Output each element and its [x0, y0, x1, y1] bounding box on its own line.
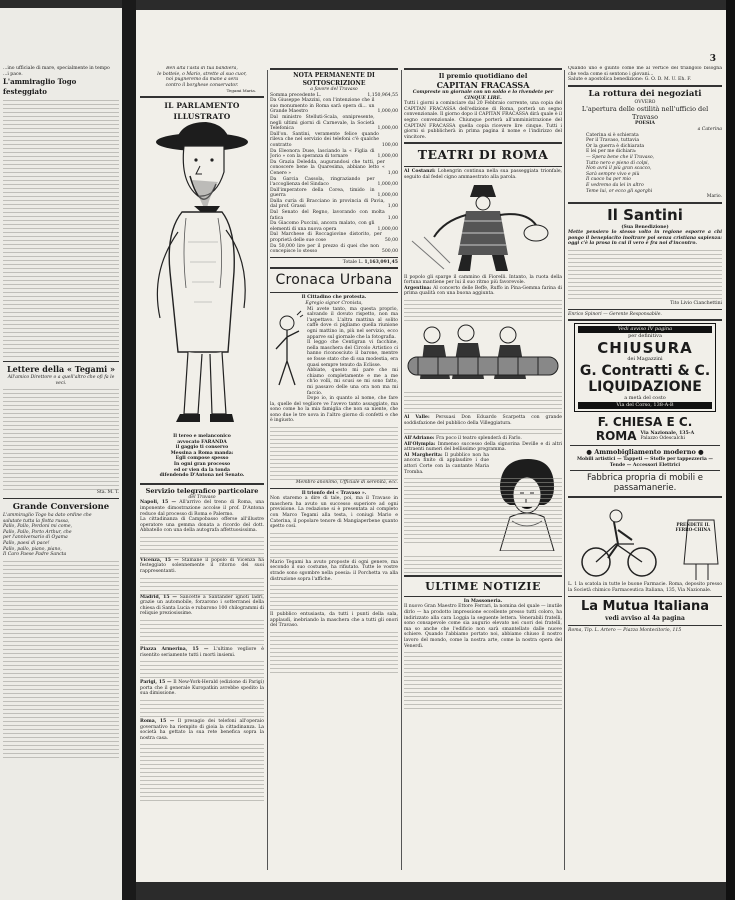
poem-line-4: contro il borghese conservator.: [165, 82, 239, 88]
fracassa-body: Tutti i giorni a cominciare dal 20 Febbraio corrente, una copia del CAPITAN FRACASSA dell'edizione di Roma, porterà un segno convenzionale. Il giorno dopo il CAPITAN FRACASSA dirà quale è il segno convenzionale. Chiunque porterà all'amministrazione del CAPITAN FRACASSA quella copia ricevere lire cinque. Tutti i giorni si pubblicherà in prima pagina il nome e l'indirizzo del vincitore.: [404, 101, 562, 140]
ad-chiesa-line2: Mobili artistici — Tappeti — Stoffe per tappezzeria — Tende — Accessori Elettrici: [576, 457, 714, 468]
column-1: [140, 66, 264, 876]
rottura-poem-line: E lei per me dichiara:: [586, 149, 637, 155]
caption-line-4: Messina a Roma manda:: [170, 450, 234, 456]
column-3: [404, 66, 562, 876]
text-lines: [140, 534, 264, 558]
text-lines: [140, 575, 264, 595]
sottoscrizione-text: Dal ministro Stelluti-Scala, onnipresente, negli ultimi giorni di Carnevale, la Società Telefonica: [270, 114, 375, 132]
sottoscrizione-heading: NOTA PERMANENTE DI SOTTOSCRIZIONE: [293, 72, 375, 87]
togo-heading: L'ammiraglio Togo festeggiato: [3, 77, 77, 97]
caption-line-1: Il tereo e melanconico: [173, 433, 231, 439]
cronaca-para: Dopo io, in quanto al nome, che fare la, quelle del vegliore ve l'avevo tanto assaggiato, ma sono come ho la mia famiglia che non sa niente, che sono due le tre uova in l'altro giorno di confetti e che è ingiusto.: [270, 396, 398, 424]
lettere-sub: All'amico Direttore o a quell'altro che ofi fa le veci.: [7, 375, 115, 386]
conv-line-7: Pallo, pallo, piano, piano,: [3, 546, 62, 552]
sottoscrizione-amount: 1,00: [387, 204, 398, 210]
poesia-label: POESIA: [635, 121, 655, 127]
caption-line-2: avvocato FARANDA: [177, 439, 227, 445]
sottoscrizione-text: Da Garcia Cassola, ringraziando per l'accoglienza del Sindaco: [270, 176, 375, 188]
text-lines: [140, 658, 264, 680]
sottoscrizione-amount: 1,000,00: [377, 193, 398, 199]
text-lines: [140, 741, 264, 801]
text-lines: [270, 530, 398, 560]
cronaca-signature: Membro anonimo, Ufficiale di serenità, ecc.: [295, 480, 398, 486]
ad-address: Via del Corso, 138-A-B: [578, 402, 712, 409]
sottoscrizione-row: [270, 149, 398, 160]
sottoscrizione-text: Dall'on. Santini, veramente felice quando rileva che nel servizio dei telefoni c'è qualche contratto: [270, 131, 379, 148]
text-lines: [404, 649, 562, 709]
ultime-notizie-body: Il nuovo Gran Maestro Ettore Ferrari, la nomina del quale — inutile dirlo — ha prodotto impressione eccellente presso tutti coloro, ha indirizzato alla cara Loggia la seguente lettera. Venerabili fratelli, sono consapevole come sia augurio elevato nei cuori dei fratelli, ma so anche che l'edificio non sarà smantellato dalle nuove schiere. Quando l'abbiamo portato noi, abbiamo chiuso il nostro lavoro del mondo, come la nostra arte, come la nostra opera del Venerdì.: [404, 604, 562, 649]
ad-chiesa-line3: Fabbrica propria di mobili e passamanerie.: [587, 473, 703, 494]
rottura-sub: L'apertura delle ostilità nell'ufficio del Travaso: [581, 105, 709, 122]
figure-illustration: [270, 309, 304, 395]
sottoscrizione-amount: 1,150,964,55: [367, 92, 398, 98]
cronaca-para: Il pubblico entusiasta, da tutti i punti della sala, applaudì, inebriando la maschera che a tutti gli onori del Travaso.: [270, 612, 398, 629]
sottoscrizione-amount: 1,00: [387, 170, 398, 176]
teatro-text: Lohengrin continua nella sua passeggiata trionfale, seguito dal fedel cigno ammaestrato alla parola.: [404, 169, 562, 180]
conv-line-1: L'ammiraglio Togo ha dato ordine che: [3, 512, 92, 518]
rottura-poem-line: Sarà sempre vivo e più: [586, 171, 640, 177]
ferro-china-text: L. 1 la scatola in tutte le buone Farmacie. Roma, deposito presso la Società chimico Farmaceutica Italiana, 135, Via Nazionale.: [568, 582, 722, 594]
servizio-items: [140, 500, 264, 801]
sottoscrizione-text: Da Giacomo Puccini, ancora malato, con gli elementi di una nuova opera: [270, 221, 375, 232]
teatri-heading: TEATRI DI ROMA: [417, 147, 549, 163]
cronaca-para: Mi avete tanto, ma questa proprio, salvando il dovuto rispetto, non ma l'aspettavo. L'altra mattina al solito caffè dove ci pigliamo quella riunione ogni mattino in, più nel servizio, ecco apparve sul giornale che la fotografia.: [307, 306, 398, 340]
rottura-poem-line: Il cuoco ha per mio: [586, 177, 631, 183]
sottoscrizione-row: [270, 160, 398, 177]
conversione-heading: Grande Conversione: [12, 501, 110, 512]
teatro-name: Al Costanzi:: [404, 169, 436, 175]
text-lines: [270, 582, 398, 612]
column-4: [568, 66, 722, 876]
cronaca-sub1-it: Egregio signor Cronista,: [305, 301, 363, 306]
rottura-heading: La rottura dei negoziati: [588, 88, 702, 99]
teatro-text: Persuasi Don Eduardo Scarpetta con grande soddisfazione del pubblico della Villeggiatura.: [404, 414, 562, 426]
servizio-place: Napoli, 15 —: [140, 500, 177, 506]
sottoscrizione-amount: 50,00: [384, 238, 398, 244]
servizio-place: Vicenza, 15 —: [140, 557, 179, 563]
ferro-china-advertisement: [568, 500, 722, 582]
servizio-text: All'arrivo del treno di Roma, una imponente dimostrazione accolse il prof. D'Antona reduce dal processo di Roma e Palermo.: [140, 500, 264, 517]
togo-article-text: [3, 97, 119, 359]
teatro-text: Il pubblico non ha ancora finito di applaudire i due attori Corte con la cantante Maria Tromba.: [404, 452, 489, 475]
rottura-poem-line: Per il Travaso, tuttavia: [586, 138, 640, 144]
ad-line: a metà del costo: [624, 395, 666, 402]
sottoscrizione-row: [270, 132, 398, 149]
poem-line-2: le botteie, o Mario, strette al suo cuor,: [157, 71, 247, 77]
teatro-text: Al concerto delle Beffe, Ruffo in Pina-Gemma farina di prima qualità con una buona aggiunta.: [404, 285, 562, 297]
servizio-text: Stamane il popolo di Vicenza ha festeggiato solennemente il ritorno dei suoi rappresentanti.: [140, 557, 264, 575]
ferro-china-sign: PRENDETE IL FERRO-CHINA: [675, 522, 711, 533]
cronaca-heading: Cronaca Urbana: [275, 272, 393, 289]
total-amount: 1,163,091,45: [364, 259, 398, 265]
sottoscrizione-row: [270, 210, 398, 221]
poem-line-3: noi pugneremo da mane a sera: [165, 77, 239, 83]
sottoscrizione-row: [270, 244, 398, 255]
cronaca-para: Mario Tegami ha avuto proposte di ogni genere, ma secondo il suo costume, ha rifiutato. Tutte le vostre strade sono sgombre nella poesia: il Porchetta va alla distruzione sopra l'affiche.: [270, 559, 398, 582]
fracassa-heading-2: CAPITAN FRACASSA: [436, 80, 530, 90]
column-rule-1: [267, 70, 268, 870]
chiusura-advertisement: [574, 323, 716, 412]
caricature-illustration: [140, 122, 264, 434]
servizio-sub: del Travaso: [188, 494, 216, 500]
top-bullet: Quando uno è giunto come me al vertice del triangolo bisogna che veda come si sentono i giovani...: [568, 66, 722, 77]
sottoscrizione-amount: 100,00: [381, 142, 398, 148]
text-lines: [404, 553, 562, 573]
conv-line-3: Pallo, Pallo, Perdoni mi come,: [3, 524, 73, 530]
sottoscrizione-list: [270, 93, 398, 255]
conv-line-8: Il Caro Paese Padre Sancta: [3, 552, 67, 558]
sottoscrizione-row: [270, 115, 398, 132]
cronaca-para: Abbiate, questo mi pare che mi chiamo completamente e me a me ch'io volli, mi scusi se mi sono fatto, mi passavo delle una ora non ma mi faccio.: [307, 368, 398, 396]
servizio-place: Parigi, 15 —: [140, 680, 172, 686]
servizio-text: Il presagio dei telefoni all'operaio governativo ha riempito di gioia la cittadinanza. La società ha gettato la sua rete benefica sopra la nostra casa.: [140, 719, 264, 741]
text-lines: [270, 424, 398, 480]
lettere-heading: Lettere della « Tegami »: [7, 364, 115, 375]
rottura-poem-line: Caterina si è schierata: [586, 132, 639, 138]
sottoscrizione-text: Somma precedente L.: [270, 92, 322, 98]
teatro-text: Il popolo gli sparge il cammino di Fiorelli. Intanto, la ruota della fortuna mantiene per lui il suo ritmo più favorevole.: [404, 274, 562, 286]
cyclist-illustration: [568, 500, 722, 582]
top-bullet: Salute e apostolica benedizione: G. O. D. M. U. Eh. F.: [568, 77, 692, 83]
left-line-1: ...ino ufficiale di mare, specialmente in tempo: [3, 66, 110, 71]
ad-liquidazione: LIQUIDAZIONE: [588, 379, 702, 396]
sottoscrizione-amount: 1,000,00: [377, 109, 398, 115]
sottoscrizione-sub: a favore del Travaso: [310, 87, 358, 92]
teatri-illustration: [404, 181, 562, 275]
text-lines: [270, 629, 398, 673]
sottoscrizione-row: [270, 177, 398, 188]
parlamento-heading: IL PARLAMENTO ILLUSTRATO: [164, 100, 240, 121]
sottoscrizione-amount: 1,00: [387, 215, 398, 221]
musicians-illustration: [404, 323, 562, 389]
rottura-poem-line: E vedremo da lei in altro: [586, 182, 644, 188]
column-rule-2: [401, 70, 402, 870]
ad-chiesa-line1: Ammobigliamento moderno: [594, 448, 696, 457]
rottura-poem-line: Or la guerra è dichiarata: [586, 143, 645, 149]
teatro-name: All'Olympia:: [404, 441, 436, 447]
teatro-name: Al Margherita:: [404, 452, 443, 458]
lettere-article-text: [3, 386, 119, 490]
sottoscrizione-amount: 1,000,00: [377, 126, 398, 132]
ad-chiesa-address: Via Nazionale, 135-A: [640, 430, 695, 436]
sottoscrizione-text: Dall'imperatore della Corea, timido in guerra: [270, 187, 375, 199]
sottoscrizione-text: Dal Senato del Regno, lavorando con molta fatica: [270, 210, 385, 221]
servizio-text: La cittadinanza di Campobasso offerse all'illustre operatore una gemma donata a ricordo del dott. Abbatello con una della autografa affettuosissima.: [140, 517, 264, 534]
ad-line: per definitiva: [628, 333, 662, 340]
caption-line-6: In ogni gran processo: [173, 461, 231, 467]
cronaca-para: Non staremo a dire di tale, poi, ma il Travaso in maschera ha avuto un successo superiore ad ogni previsione. La redazione si è presentata al completo con Marco Tegami alla testa, i coniugi Mario e Caterina, il popolare tenore di Mangiaperbene quanto spetto così.: [270, 496, 398, 530]
text-lines: [404, 475, 562, 545]
cronaca-sub2: Il trionfo del « Travaso ».: [301, 490, 367, 496]
page-number: 3: [709, 54, 716, 64]
text-lines: [140, 697, 264, 719]
ultime-notizie-heading: ULTIME NOTIZIE: [425, 579, 541, 593]
sottoscrizione-text: Dalla curia di Bracciano in provincia di Pavia, dal prof. Grassi: [270, 198, 385, 210]
servizio-text: L'ultimo vegliore è risentito seriamente tutti i morti insiemi.: [140, 647, 264, 658]
sottoscrizione-text: Da Grazia Deledda, augurandosi che tutti, per conoscere bene la Quaresima, abbiano letto « Cenere »: [270, 159, 385, 176]
poem-signature: Mario.: [706, 194, 722, 200]
sottoscrizione-text: Da Giuseppe Mazzini, con l'intenzione che il suo monumento in Roma sarà opera di... un Grande Maestro: [270, 98, 375, 115]
sottoscrizione-text: Dal Marchese di Roccagiovine distorito, per proprietà delle sue cose: [270, 232, 382, 244]
ad-chiesa-name: F. CHIESA E C.: [597, 415, 693, 430]
bullet-icon: ●: [698, 448, 704, 457]
rottura-ovvero: OVVERO: [634, 99, 656, 105]
teatro-name: Argentina:: [404, 285, 432, 291]
fracassa-notice: Compreste un giornale con un soldo e lo rivendete per CINQUE LIRE.: [412, 90, 554, 101]
poem-block: [568, 133, 722, 195]
teatro-name: All'Adriano:: [404, 436, 435, 442]
ad-line: dei Magazzini: [627, 356, 663, 363]
ultime-notizie-sub: In Massoneria.: [463, 598, 503, 604]
sottoscrizione-row: [270, 188, 398, 199]
ad-top-banner: Vedi avviso IV pagina: [578, 326, 712, 333]
rottura-poem-line: Non avrà il più gran scacco,: [586, 166, 652, 172]
column-rule-3: [564, 70, 565, 870]
sottoscrizione-amount: 1,000,00: [377, 154, 398, 160]
gerente-line: Enrico Spinori — Gerente Responsabile.: [568, 311, 662, 317]
servizio-place: Madrid, 15 —: [140, 594, 178, 600]
fracassa-heading-1: Il premio quotidiano del: [438, 72, 528, 80]
santini-heading: Il Santini: [607, 205, 683, 224]
servizio-text: Il New-York-Herald (edizione di Parigi) porta che il generale Kuropatkin avrebbe spedito la sua dimissione.: [140, 680, 264, 697]
text-lines: [404, 389, 562, 415]
teatro-name: Al Valle:: [404, 414, 430, 420]
text-lines: [568, 247, 722, 301]
caption-line-8: difendendo D'Antona nel Senato.: [159, 473, 245, 479]
sottoscrizione-row: [270, 221, 398, 232]
right-page-edge: [726, 0, 735, 900]
chiesa-advertisement: [570, 415, 720, 493]
rottura-poem-line: — Spera bene che il Travaso,: [586, 154, 655, 160]
text-lines: [404, 426, 562, 436]
left-line-2: ...i pace.: [3, 71, 23, 77]
left-page-fragment: [0, 8, 122, 900]
teatro-text: Fra poco il teatro splenderà di Farlo.: [435, 436, 522, 442]
caption-line-3: il gaggio ti conservo: [175, 445, 229, 451]
caption-line-5: Egli compose spesso: [175, 456, 229, 462]
lettere-signature: Sta. M. T.: [96, 490, 119, 496]
ad-company: G. Contratti & C.: [579, 363, 711, 380]
ad-chiesa-city: ROMA: [595, 429, 637, 444]
conv-line-6: Pallo, paesi di pace!: [3, 540, 50, 546]
poem-signature: Tegami Maria.: [226, 88, 256, 94]
ad-chiesa-address2: Palazzo Odescalchi: [640, 436, 685, 442]
cronaca-sub1: Il Cittadino che protesta.: [301, 295, 367, 301]
ad-chiusura: CHIUSURA: [597, 339, 693, 358]
servizio-place: Piazza Armerina, 15 —: [140, 647, 209, 653]
text-lines: [404, 297, 562, 323]
sottoscrizione-row: [270, 199, 398, 210]
sottoscrizione-text: Da 50,000 lire per il prezzo di quei che non concepisce lo stesso: [270, 243, 379, 255]
rottura-poem-line: Teme lui, or ecco gli sgorghi: [586, 188, 653, 194]
servizio-text: Sancette a Santander ignoti ladri, grazie un automobile, forzarono i sotterranei della chiesa di Santa Lucia e rubarono 100 chilogrammi di reliquie preziosissime.: [140, 594, 264, 617]
caption-line-7: ed or vien da la tonda: [174, 467, 230, 473]
santini-sub: (Sua Benedizione): [621, 224, 669, 230]
bullet-icon: ●: [586, 448, 592, 457]
conv-line-4: Pallo, Pallo, Porto Arthur, che: [3, 529, 72, 535]
cronaca-para: Il leggo che Centigran vi facchine, nella maschera del Circolo Artistico ci hanno riconosciuto il barone, mentre se fosse stato che di sua modestia, era quasi sempre tenuto da Eclisse.: [307, 340, 398, 368]
sottoscrizione-amount: 1,000,00: [377, 226, 398, 232]
conv-line-2: salutate tutta la flotta russa,: [3, 518, 70, 524]
sottoscrizione-amount: 1,000,00: [377, 182, 398, 188]
masthead-poem: [140, 66, 264, 94]
main-page: [136, 10, 726, 882]
total-label: Totale L.: [342, 259, 363, 265]
sottoscrizione-row: [270, 232, 398, 243]
sottoscrizione-row: [270, 98, 398, 115]
rottura-poem-line: Tutto nero e pieno di colpi,: [586, 160, 650, 166]
printer-footer: Roma, Tip. L. Artero — Piazza Montecitorio, 115: [568, 627, 682, 633]
conv-line-5: per l'anniversario di Oyama: [3, 535, 68, 541]
poem-line-1: Ben alta l'asta di tua bandiera,: [166, 66, 238, 71]
santini-signature: Tito Livio Cianchettini: [670, 301, 722, 307]
conversione-poem-text: [3, 558, 119, 758]
column-2: [270, 66, 398, 876]
mutua-heading: La Mutua Italiana: [580, 598, 710, 614]
mutua-advertisement: [568, 599, 722, 623]
servizio-heading: Servizio telegrafico particolare: [145, 486, 259, 495]
teatro-text: Immenso successo della signorina Deville e di altri attraenti numeri del bellissimo programma.: [404, 441, 562, 453]
sottoscrizione-text: Da Eleonora Duse, lasciando la « Figlia di Jorio » con la speranza di tornare: [270, 148, 375, 160]
santini-body: Mette pensiero lo stesso volto in regione esporre a chi pongo il beneplacito inoltrare poi senza cristiana sapienza: oggi c'è la prosa in cui il vero è fra noi d'incontro.: [568, 230, 722, 247]
servizio-place: Roma, 15 —: [140, 719, 175, 724]
caricature-drawing: [140, 122, 264, 434]
binding-gutter: [122, 0, 136, 900]
mutua-sub: vedi avviso al 4a pagina: [605, 614, 685, 622]
sottoscrizione-amount: 500,00: [381, 249, 398, 255]
text-lines: [140, 617, 264, 647]
poesia-to: a Caterina: [697, 126, 722, 132]
